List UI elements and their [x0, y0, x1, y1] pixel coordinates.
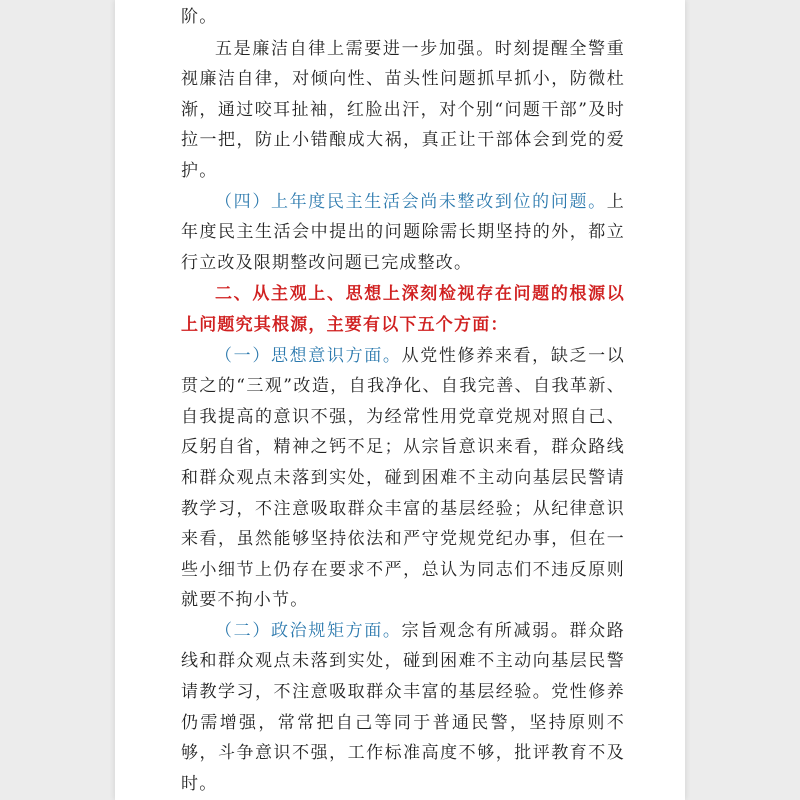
paragraph-text: 从党性修养来看，缺乏一以贯之的“三观”改造，自我净化、自我完善、自我革新、自我提高的意识不强，为经常性用党章党规对照自己、反躬自省，精神之钙不足；从宗旨意识来看，群众路线和群众观点未落到实处，碰到困难不主动向基层民警请教学习，不注意吸取群众丰富的基层经验；从纪律意识来看，虽然能够坚持依法和严守党规党纪办事，但在一些小细节上仍存在要求不严，总认为同志们不违反原则就要不拘小节。: [181, 345, 626, 611]
paragraph-fragment: 阶。: [181, 7, 218, 27]
section-heading: 二、从主观上、思想上深刻检视存在问题的根源以上问题究其根源，主要有以下五个方面：: [181, 284, 625, 335]
subheading-label: （二）政治规矩方面。: [215, 620, 402, 641]
document-page: [115, 0, 685, 800]
document-body: [181, 2, 625, 799]
paragraph: 五是廉洁自律上需要进一步加强。时刻提醒全警重视廉洁自律，对倾向性、苗头性问题抓早抓小，防微杜渐，通过咬耳扯袖，红脸出汗，对个别“问题干部”及时拉一把，防止小错酿成大祸，真正让干部体会到党的爱护。: [181, 38, 625, 181]
subheading-label: （四）上年度民主生活会尚未整改到位的问题。: [215, 191, 607, 212]
paragraph: [181, 187, 625, 279]
paragraph-text: 宗旨观念有所减弱。群众路线和群众观点未落到实处，碰到困难不主动向基层民警请教学习，不注意吸取群众丰富的基层经验。党性修养仍需增强，常常把自己等同于普通民警，坚持原则不够，斗争意识不强，工作标准高度不够，批评教育不及时。: [181, 620, 626, 794]
paragraph: [181, 616, 625, 800]
subheading-label: （一）思想意识方面。: [215, 345, 402, 366]
paragraph-text: 上年度民主生活会中提出的问题除需长期坚持的外，都立行立改及限期整改问题已完成整改。: [181, 191, 625, 273]
paragraph: [181, 341, 625, 616]
